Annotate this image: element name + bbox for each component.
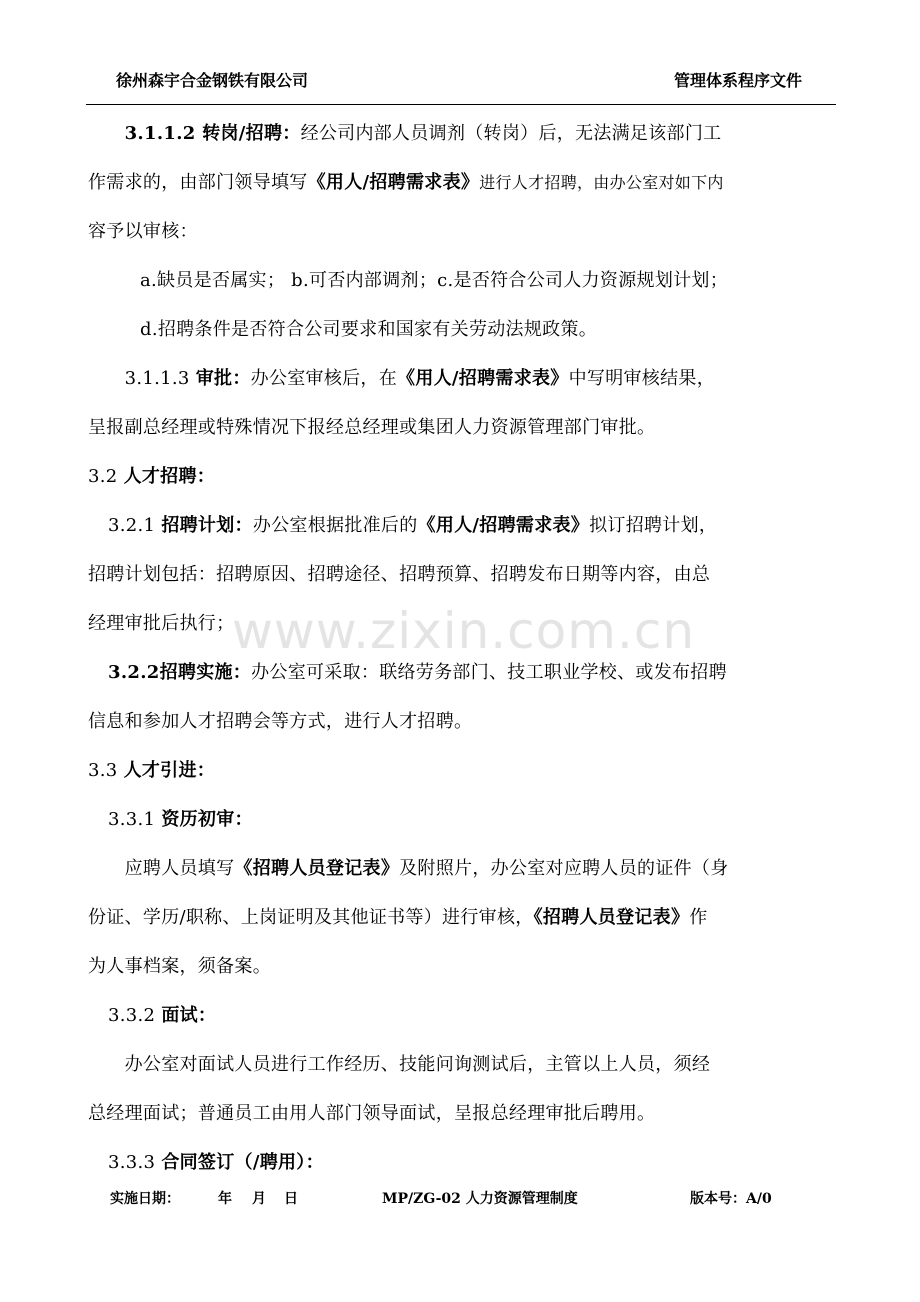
section-title: 面试： — [161, 1005, 217, 1026]
para-text: 容予以审核： — [88, 221, 198, 242]
para-322-line1 — [108, 660, 858, 686]
document-type: 管理体系程序文件 — [673, 71, 802, 90]
form-name: 《用人/招聘需求表》 — [397, 368, 569, 389]
para-text: 办公室根据批准后的 — [252, 515, 418, 536]
page-footer — [0, 1188, 920, 1212]
heading-32 — [88, 464, 838, 490]
heading-33 — [88, 758, 838, 784]
heading-333 — [108, 1150, 858, 1176]
para-text: 进行人才招聘，由办公室对如下内 — [479, 173, 724, 192]
para-text: 中写明审核结果， — [568, 368, 716, 389]
footer-month: 月 — [252, 1191, 266, 1207]
section-number: 3.3.1 — [108, 809, 162, 830]
para-text: 份证、学历/职称、上岗证明及其他证书等）进行审核， — [88, 907, 534, 928]
section-number: 3.2.1 — [108, 515, 162, 536]
para-text: 作 — [689, 907, 708, 928]
section-title: 招聘计划： — [161, 515, 253, 536]
para-332-line1 — [88, 1052, 838, 1078]
para-331-line3: 为人事档案，须备案。 — [88, 956, 271, 977]
para-text: 及附照片，办公室对应聘人员的证件（身 — [399, 858, 729, 879]
section-title: 招聘实施： — [159, 662, 252, 683]
heading-331 — [108, 807, 858, 833]
document-code: MP/ZG-02 人力资源管理制度 — [382, 1191, 578, 1207]
para-text: 拟订招聘计划， — [589, 515, 718, 536]
criteria-line2: d.招聘条件是否符合公司要求和国家有关劳动法规政策。 — [140, 319, 598, 340]
form-name: 《招聘人员登记表》 — [234, 858, 400, 879]
para-321-line3: 经理审批后执行； — [88, 613, 235, 634]
heading-332 — [108, 1003, 858, 1029]
para-332-line2: 总经理面试；普通员工由用人部门领导面试，呈报总经理审批后聘用。 — [88, 1103, 656, 1124]
para-text: 应聘人员填写 — [124, 858, 235, 879]
para-322-line2: 信息和参加人才招聘会等方式，进行人才招聘。 — [88, 711, 473, 732]
section-number: 3.2.2 — [108, 662, 160, 683]
section-number: 3.2 — [88, 466, 124, 487]
para-331-line1 — [88, 856, 838, 882]
criteria-line1: a.缺员是否属实； b.可否内部调剂；c.是否符合公司人力资源规划计划； — [140, 270, 729, 291]
para-3113-line1 — [88, 366, 838, 392]
section-number: 3.3.2 — [108, 1005, 162, 1026]
para-text: 办公室可采取：联络劳务部门、技工职业学校、或发布招聘 — [251, 662, 727, 683]
form-name: 《用人/招聘需求表》 — [417, 515, 590, 536]
section-title: 人才招聘： — [123, 466, 216, 487]
section-number: 3.1.1.3 — [124, 368, 196, 389]
para-321-line1 — [108, 513, 858, 539]
section-title: 合同签订（/聘用）： — [161, 1152, 324, 1173]
section-number: 3.3 — [88, 760, 124, 781]
para-text: 办公室对面试人员进行工作经历、技能问询测试后，主管以上人员，须经 — [124, 1054, 711, 1075]
version-number: 版本号：A/0 — [690, 1191, 772, 1207]
section-number: 3.3.3 — [108, 1152, 162, 1173]
watermark: www.zixin.com.cn — [232, 602, 696, 660]
para-text: 作需求的，由部门领导填写 — [88, 172, 308, 193]
para-3113-line2: 呈报副总经理或特殊情况下报经总经理或集团人力资源管理部门审批。 — [88, 417, 656, 438]
para-text: 办公室审核后，在 — [250, 368, 398, 389]
para-331-line2 — [88, 905, 838, 931]
section-title: 资历初审： — [161, 809, 253, 830]
footer-day: 日 — [284, 1191, 298, 1207]
para-text: 经公司内部人员调剂（转岗）后，无法满足该部门工 — [300, 123, 722, 144]
form-name: 《用人/招聘需求表》 — [307, 172, 480, 193]
section-title: 人才引进： — [123, 760, 216, 781]
footer-year: 年 — [218, 1191, 232, 1207]
section-number: 3.1.1.2 — [124, 123, 203, 144]
para-321-line2: 招聘计划包括：招聘原因、招聘途径、招聘预算、招聘发布日期等内容，由总 — [88, 564, 711, 585]
company-name: 徐州森宇合金钢铁有限公司 — [116, 71, 309, 90]
section-title: 转岗/招聘： — [202, 123, 301, 144]
para-3112-line1 — [88, 121, 838, 147]
form-name: 《招聘人员登记表》 — [533, 907, 690, 928]
page-header — [86, 58, 836, 105]
para-3112-line2 — [88, 170, 838, 196]
para-3112-line3 — [88, 219, 838, 245]
implementation-date-label: 实施日期： — [110, 1191, 180, 1207]
section-title: 审批： — [195, 368, 251, 389]
